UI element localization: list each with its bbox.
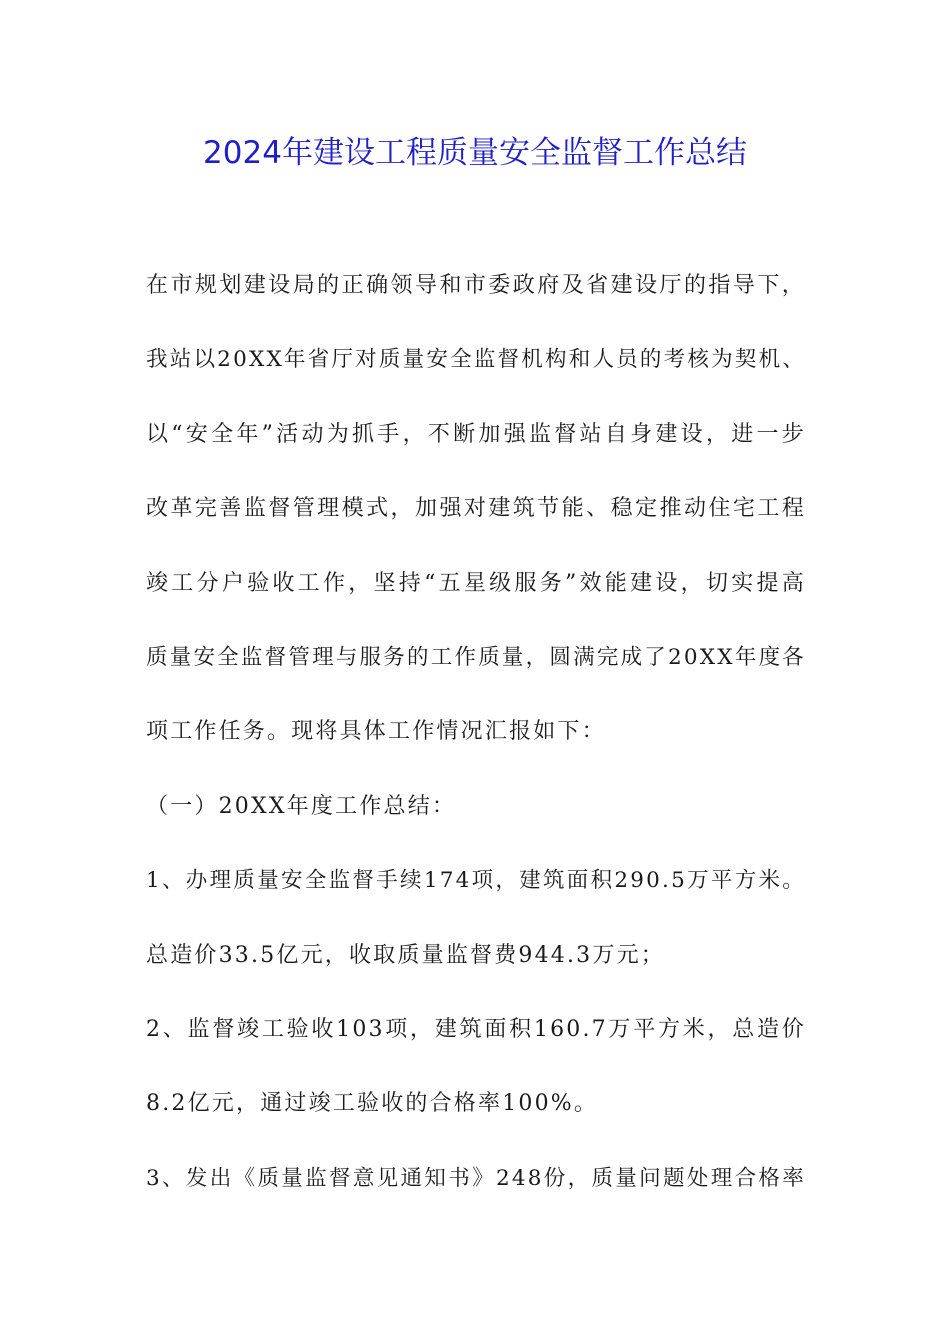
section-heading: （一）20XX年度工作总结： [146, 793, 457, 819]
list-item-3-line-1: 3、发出《质量监督意见通知书》248份，质量问题处理合格率 [146, 1165, 806, 1191]
list-item-2-line-2: 8.2亿元，通过竣工验收的合格率100%。 [146, 1091, 599, 1117]
body-line-5: 竣工分户验收工作，坚持“五星级服务”效能建设，切实提高 [146, 570, 806, 596]
body-line-6: 质量安全监督管理与服务的工作质量，圆满完成了20XX年度各 [146, 644, 806, 670]
list-item-2-line-1: 2、监督竣工验收103项，建筑面积160.7万平方米，总造价 [146, 1016, 806, 1042]
body-line-4: 改革完善监督管理模式，加强对建筑节能、稳定推动住宅工程 [146, 496, 806, 522]
list-item-1-line-2: 总造价33.5亿元，收取质量监督费944.3万元； [146, 942, 665, 968]
list-item-1-line-1: 1、办理质量安全监督手续174项，建筑面积290.5万平方米。 [146, 868, 806, 894]
body-line-2: 我站以20XX年省厅对质量安全监督机构和人员的考核为契机、 [146, 347, 806, 373]
document-body [146, 264, 806, 1231]
body-line-1: 在市规划建设局的正确领导和市委政府及省建设厅的指导下， [146, 273, 806, 298]
body-line-3: 以“安全年”活动为抓手，不断加强监督站自身建设，进一步 [146, 421, 806, 447]
body-line-7: 项工作任务。现将具体工作情况汇报如下： [146, 719, 606, 745]
document-title: 2024年建设工程质量安全监督工作总结 [203, 135, 747, 171]
